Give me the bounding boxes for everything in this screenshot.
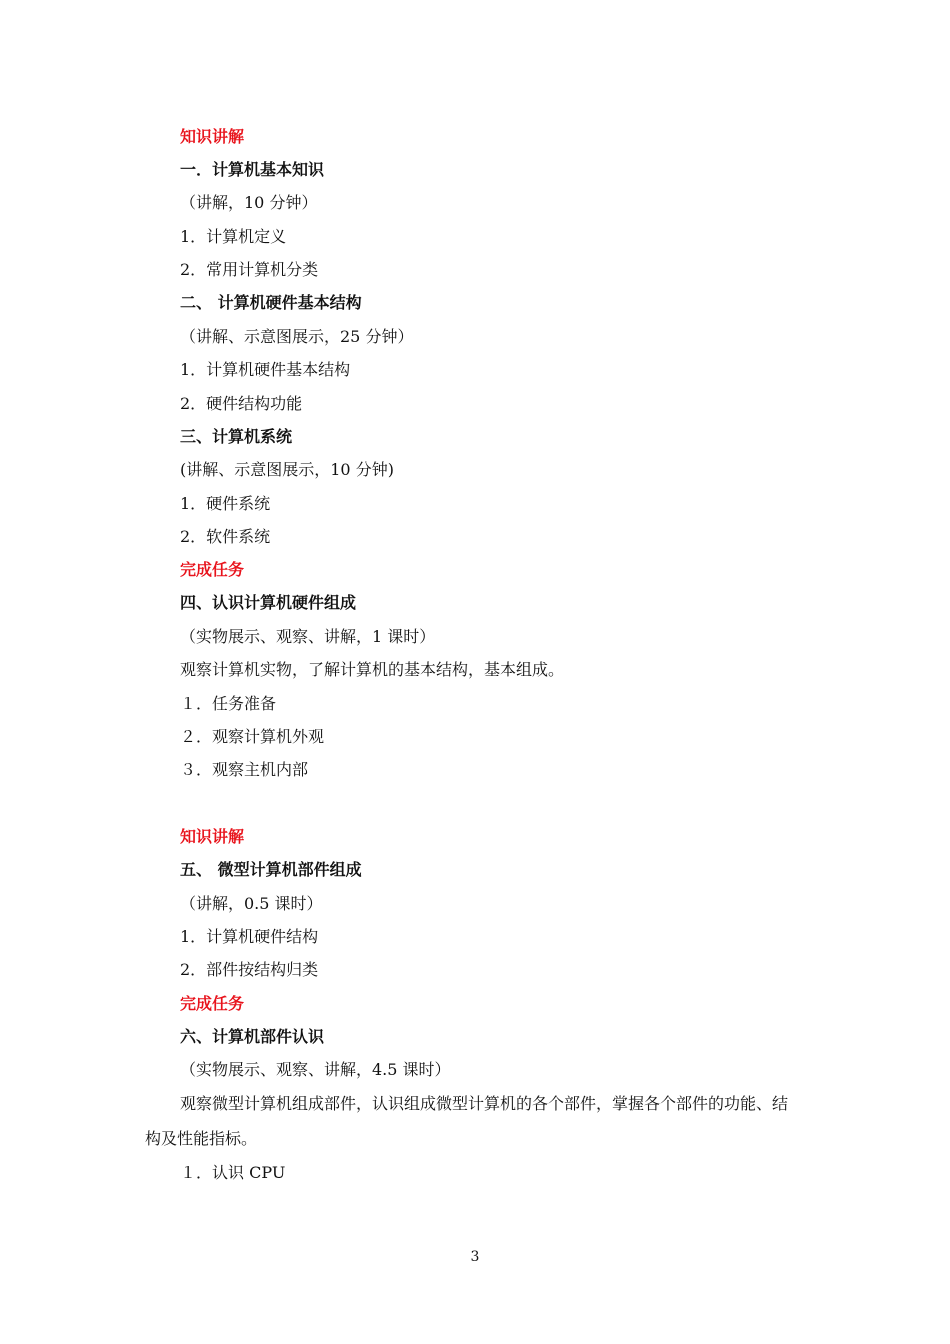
note-3: (讲解、示意图展示，10 分钟) <box>180 460 394 479</box>
paragraph: 观察计算机实物，了解计算机的基本结构，基本组成。 <box>180 660 565 679</box>
heading-6: 六、计算机部件认识 <box>180 1027 325 1046</box>
list-item: ２．观察计算机外观 <box>180 727 325 746</box>
paragraph: 观察微型计算机组成部件，认识组成微型计算机的各个部件，掌握各个部件的功能、结 <box>180 1094 789 1113</box>
list-item: 1．硬件系统 <box>180 494 271 513</box>
section-heading-task: 完成任务 <box>180 560 245 579</box>
note-2: （讲解、示意图展示，25 分钟） <box>180 327 414 346</box>
paragraph-continuation: 构及性能指标。 <box>145 1129 258 1148</box>
list-item: ３．观察主机内部 <box>180 760 309 779</box>
section-heading-task: 完成任务 <box>180 994 245 1013</box>
heading-3: 三、计算机系统 <box>180 427 293 446</box>
note-1: （讲解，10 分钟） <box>180 193 318 212</box>
list-item: 1．计算机定义 <box>180 227 287 246</box>
section-heading-knowledge: 知识讲解 <box>180 127 245 146</box>
section-heading-knowledge: 知识讲解 <box>180 827 245 846</box>
list-item: 2．部件按结构归类 <box>180 960 319 979</box>
list-item: 2．常用计算机分类 <box>180 260 319 279</box>
list-item: １．任务准备 <box>180 694 277 713</box>
heading-4: 四、认识计算机硬件组成 <box>180 593 357 612</box>
page-number: 3 <box>470 1249 480 1265</box>
heading-2: 二、 计算机硬件基本结构 <box>180 293 362 312</box>
note-5: （讲解，0.5 课时） <box>180 894 323 913</box>
heading-5: 五、 微型计算机部件组成 <box>180 860 362 879</box>
list-item: 2．硬件结构功能 <box>180 394 303 413</box>
list-item: 1．计算机硬件基本结构 <box>180 360 351 379</box>
list-item: 1．计算机硬件结构 <box>180 927 319 946</box>
note-4: （实物展示、观察、讲解，1 课时） <box>180 627 436 646</box>
note-6: （实物展示、观察、讲解，4.5 课时） <box>180 1060 451 1079</box>
list-item: １．认识 CPU <box>180 1163 286 1182</box>
heading-1: 一．计算机基本知识 <box>180 160 325 179</box>
list-item: 2．软件系统 <box>180 527 271 546</box>
